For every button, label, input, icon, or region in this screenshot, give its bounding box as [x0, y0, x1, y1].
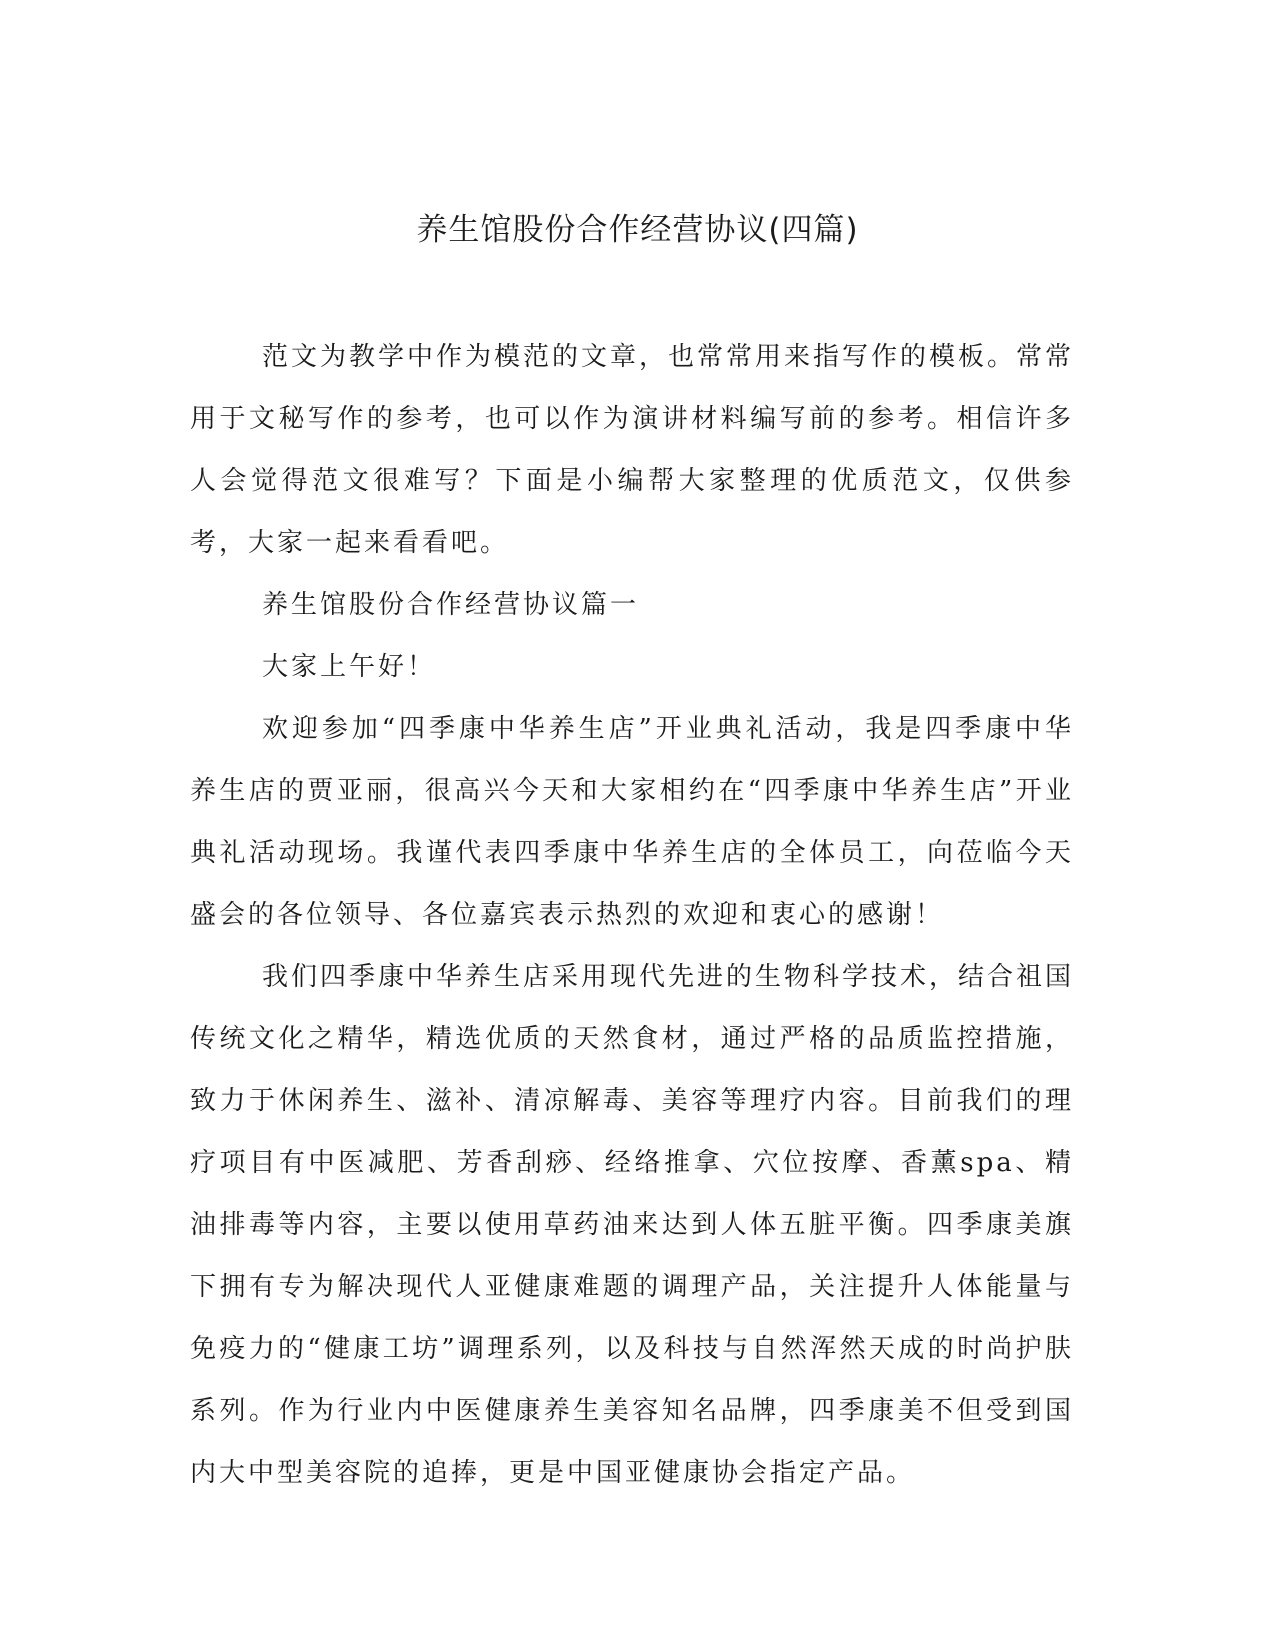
welcome-paragraph: 欢迎参加“四季康中华养生店”开业典礼活动，我是四季康中华养生店的贾亚丽，很高兴今天和大家相约在“四季康中华养生店”开业典礼活动现场。我谨代表四季康中华养生店的全体员工，向莅临今天盛会的各位领导、各位嘉宾表示热烈的欢迎和衷心的感谢！ [190, 714, 1074, 930]
greeting-paragraph: 大家上午好！ [262, 652, 437, 682]
section-heading: 养生馆股份合作经营协议篇一 [262, 590, 640, 620]
document-title: 养生馆股份合作经营协议(四篇) [416, 212, 859, 248]
introduction-paragraph: 我们四季康中华养生店采用现代先进的生物科学技术，结合祖国传统文化之精华，精选优质的天然食材，通过严格的品质监控措施，致力于休闲养生、滋补、清凉解毒、美容等理疗内容。目前我们的理疗项目有中医减肥、芳香刮痧、经络推拿、穴位按摩、香薰spa、精油排毒等内容，主要以使用草药油来达到人体五脏平衡。四季康美旗下拥有专为解决现代人亚健康难题的调理产品，关注提升人体能量与免疫力的“健康工坊”调理系列，以及科技与自然浑然天成的时尚护肤系列。作为行业内中医健康养生美容知名品牌，四季康美不但受到国内大中型美容院的追捧，更是中国亚健康协会指定产品。 [190, 962, 1075, 1488]
intro-paragraph: 范文为教学中作为模范的文章，也常常用来指写作的模板。常常用于文秘写作的参考，也可以作为演讲材料编写前的参考。相信许多人会觉得范文很难写？下面是小编帮大家整理的优质范文，仅供参考，大家一起来看看吧。 [190, 342, 1075, 558]
document-body [190, 326, 1074, 1504]
